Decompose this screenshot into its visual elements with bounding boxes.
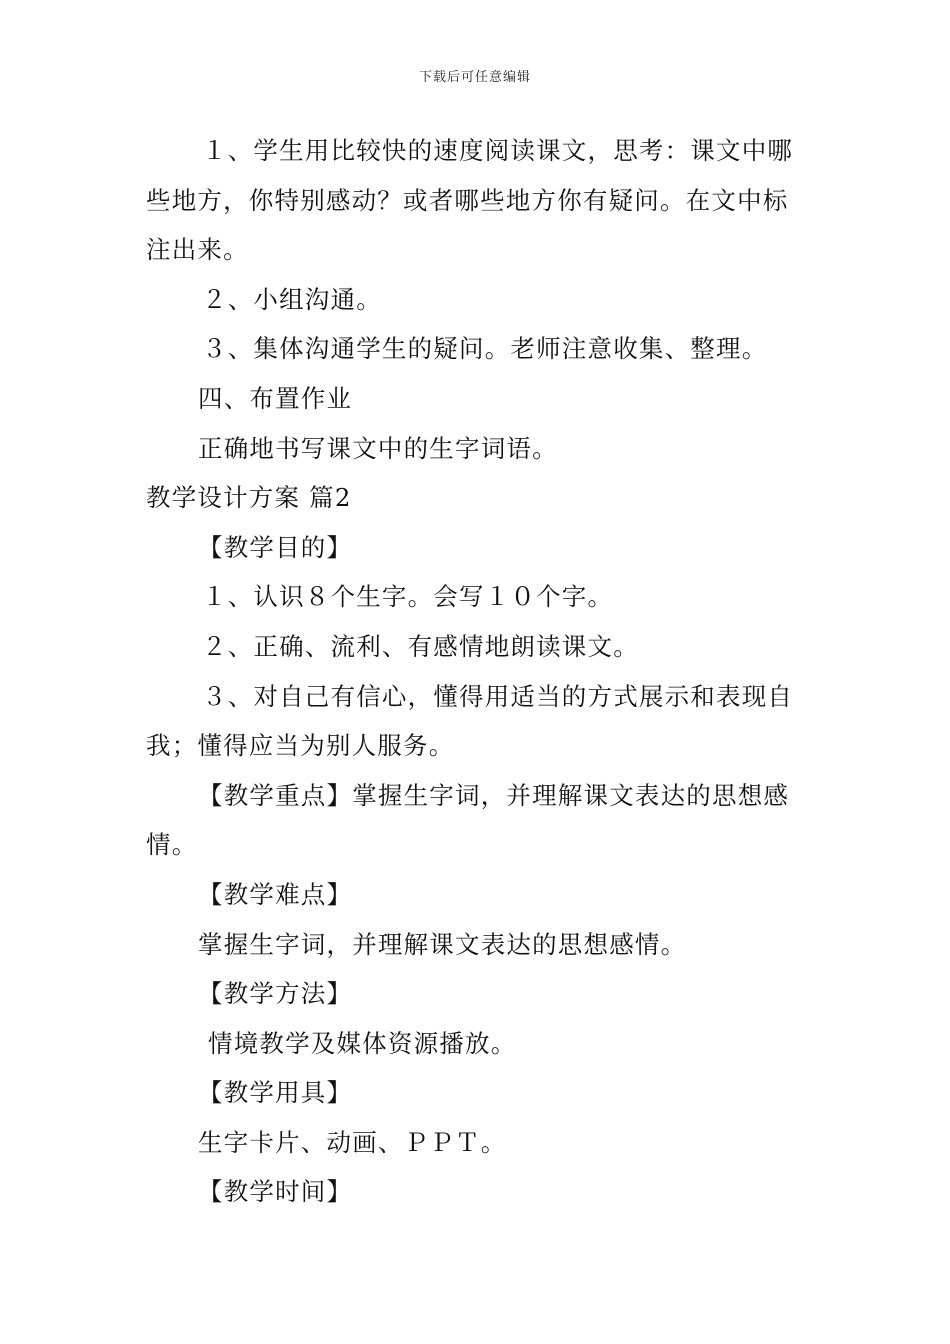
heading-teaching-goals: 【教学目的】 bbox=[198, 532, 353, 562]
goal-2: ２、正确、流利、有感情地朗读课文。 bbox=[202, 631, 639, 661]
goal-3: ３、对自己有信心，懂得用适当的方式展示和表现自我；懂得应当为别人服务。 bbox=[146, 681, 794, 761]
section-heading-homework: 四、布置作业 bbox=[198, 383, 353, 413]
paragraph-step-3: ３、集体沟通学生的疑问。老师注意收集、整理。 bbox=[202, 334, 768, 364]
teaching-key-points: 【教学重点】掌握生字词，并理解课文表达的思想感情。 bbox=[146, 780, 790, 860]
teaching-methods-text: 情境教学及媒体资源播放。 bbox=[208, 1028, 517, 1058]
document-body bbox=[146, 126, 810, 1217]
teaching-difficulties-text: 掌握生字词，并理解课文表达的思想感情。 bbox=[198, 929, 687, 959]
paragraph-homework: 正确地书写课文中的生字词语。 bbox=[198, 433, 558, 463]
heading-teaching-time: 【教学时间】 bbox=[198, 1177, 353, 1207]
heading-teaching-tools: 【教学用具】 bbox=[198, 1078, 353, 1108]
page-header: 下载后可任意编辑 bbox=[418, 70, 531, 85]
section-title-plan-2: 教学设计方案 篇2 bbox=[146, 483, 352, 513]
heading-teaching-difficulties: 【教学难点】 bbox=[198, 879, 353, 909]
heading-teaching-methods: 【教学方法】 bbox=[198, 979, 353, 1009]
paragraph-step-2: ２、小组沟通。 bbox=[202, 284, 382, 314]
teaching-tools-text: 生字卡片、动画、ＰＰＴ。 bbox=[198, 1127, 507, 1157]
goal-1: １、认识８个生字。会写１０个字。 bbox=[202, 582, 614, 612]
paragraph-step-1: １、学生用比较快的速度阅读课文，思考：课文中哪些地方，你特别感动？或者哪些地方你有疑问。在文中标注出来。 bbox=[146, 136, 794, 265]
